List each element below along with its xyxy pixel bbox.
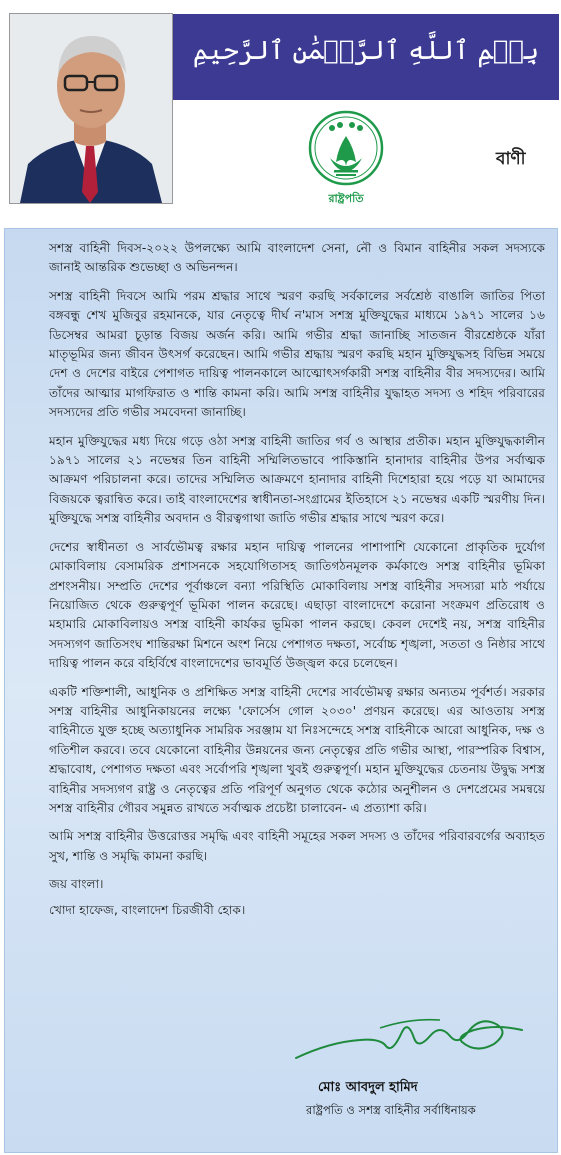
signatory-title: রাষ্ট্রপতি ও সশস্ত্র বাহিনীর সর্বাধিনায়ক [306,1103,476,1117]
message-paragraph: সশস্ত্র বাহিনী দিবসে আমি পরম শ্রদ্ধার সাথে স্মরণ করছি সর্বকালের সর্বশ্রেষ্ঠ বাঙালি জাতির পিতা বঙ্গবন্ধু শেখ মুজিবুর রহমানকে, যার নেতৃত্বে দীর্ঘ ন'মাস সশস্ত্র মুক্তিযুদ্ধের মাধ্যমে ১৯৭১ সালের ১৬ ডিসেম্বর আমরা চূড়ান্ত বিজয় অর্জন করি। আমি গভীর শ্রদ্ধা জানাচ্ছি সাতজন বীরশ্রেষ্ঠকে যাঁরা মাতৃভূমির জন্য জীবন উৎসর্গ করেছেন। আমি গভীর শ্রদ্ধায় স্মরণ করছি মহান মুক্তিযুদ্ধসহ বিভিন্ন সময়ে দেশ ও দেশের বাইরে পেশাগত দায়িত্ব পালনকালে আত্মোৎসর্গকারী সশস্ত্র বাহিনীর বীর সদস্যদের। আমি তাঁদের আত্মার মাগফিরাত ও শান্তি কামনা করি। আমি সশস্ত্র বাহিনীর যুদ্ধাহত সদস্য ও শহিদ পরিবারের সদস্যদের প্রতি গভীর সমবেদনা জানাচ্ছি। [49,288,546,420]
president-portrait [9,13,173,204]
basmala-banner [173,14,559,100]
message-paragraph: মহান মুক্তিযুদ্ধের মধ্য দিয়ে গড়ে ওঠা সশস্ত্র বাহিনী জাতির গর্ব ও আস্থার প্রতীক। মহান মুক্তিযুদ্ধকালীন ১৯৭১ সালের ২১ নভেম্বর তিন বাহিনী সম্মিলিতভাবে পাকিস্তানি হানাদার বাহিনীর উপর সর্বাত্মক আক্রমণ পরিচালনা করে। তাদের সম্মিলিত আক্রমণে হানাদার বাহিনী দিশেহারা হয়ে পড়ে যা আমাদের বিজয়কে ত্বরান্বিত করে। তাই বাংলাদেশের স্বাধীনতা-সংগ্রামের ইতিহাসে ২১ নভেম্বর একটি স্মরণীয় দিন। মুক্তিযুদ্ধে সশস্ত্র বাহিনীর অবদান ও বীরত্বগাথা জাতি গভীর শ্রদ্ধার সাথে স্মরণ করে। [49,433,545,526]
presidential-seal-icon [306,108,386,208]
portrait-image [10,14,172,203]
basmala-text: بِسۡمِ ٱللَّهِ ٱلرَّحۡمَٰنِ ٱلرَّحِيمِ [192,36,540,66]
message-heading: বাণী [496,149,526,169]
signature-image [290,1002,530,1070]
closing-line: জয় বাংলা। [49,877,104,892]
seal-caption: রাষ্ট্রপতি [328,192,364,205]
message-paragraph: একটি শক্তিশালী, আধুনিক ও প্রশিক্ষিত সশস্ত্র বাহিনী দেশের সার্বভৌমত্ব রক্ষার অন্যতম পূর্বশর্ত। সরকার সশস্ত্র বাহিনীর আধুনিকায়নের লক্ষ্যে 'ফোর্সেস গোল ২০৩০' প্রণয়ন করেছে। এর আওতায় সশস্ত্র বাহিনীতে যুক্ত হচ্ছে অত্যাধুনিক সামরিক সরঞ্জাম যা নিঃসন্দেহে সশস্ত্র বাহিনীকে আরো আধুনিক, দক্ষ ও গতিশীল করবে। তবে যেকোনো বাহিনীর উন্নয়নের জন্য নেতৃত্বের প্রতি গভীর আস্থা, পারস্পরিক বিশ্বাস, শ্রদ্ধাবোধ, পেশাগত দক্ষতা এবং সর্বোপরি শৃঙ্খলা খুবই গুরুত্বপূর্ণ। মহান মুক্তিযুদ্ধের চেতনায় উদ্বুদ্ধ সশস্ত্র বাহিনীর সদস্যগণ রাষ্ট্র ও নেতৃত্বের প্রতি পরিপূর্ণ অনুগত থেকে কঠোর অনুশীলন ও দেশপ্রেমের সমন্বয়ে সশস্ত্র বাহিনীর গৌরব সমুন্নত রাখতে সর্বাত্মক প্রচেষ্টা চালাবেন- এ প্রত্যাশা করি। [49,684,545,815]
message-paragraph: দেশের স্বাধীনতা ও সার্বভৌমত্ব রক্ষার মহান দায়িত্ব পালনের পাশাপাশি যেকোনো প্রাকৃতিক দুর্যোগ মোকাবিলায় বেসামরিক প্রশাসনকে সহযোগিতাসহ জাতিগঠনমূলক কর্মকাণ্ডে সশস্ত্র বাহিনীর ভূমিকা প্রশংসনীয়। সম্প্রতি দেশের পূর্বাঞ্চলে বন্যা পরিস্থিতি মোকাবিলায় সশস্ত্র বাহিনীর সদস্যরা মাঠ পর্যায়ে নিয়োজিত থেকে গুরুত্বপূর্ণ ভূমিকা পালন করেছে। এছাড়া বাংলাদেশে করোনা সংক্রমণ প্রতিরোধ ও মহামারি মোকাবিলায়ও সশস্ত্র বাহিনী কার্যকর ভূমিকা পালন করছে। কেবল দেশেই নয়, সশস্ত্র বাহিনীর সদস্যগণ জাতিসংঘ শান্তিরক্ষা মিশনে অংশ নিয়ে পেশাগত দক্ষতা, সর্বোচ্চ শৃঙ্খলা, সততা ও নিষ্ঠার সাথে দায়িত্ব পালন করে বহির্বিশ্বে বাংলাদেশের ভাবমূর্তি উজ্জ্বল করে চলেছেন। [49,539,545,671]
header [0,0,561,210]
signatory-name: মোঃ আবদুল হামিদ [318,1080,418,1095]
message-paragraph: আমি সশস্ত্র বাহিনীর উত্তরোত্তর সমৃদ্ধি এবং বাহিনী সমূহের সকল সদস্য ও তাঁদের পরিবারবর্গের অব্যাহত সুখ, শান্তি ও সমৃদ্ধি কামনা করছি। [49,829,545,863]
message-body [49,239,545,926]
closing-line: খোদা হাফেজ, বাংলাদেশ চিরজীবী হোক। [49,902,246,917]
message-paragraph: সশস্ত্র বাহিনী দিবস-২০২২ উপলক্ষ্যে আমি বাংলাদেশ সেনা, নৌ ও বিমান বাহিনীর সকল সদস্যকে জানাই আন্তরিক শুভেচ্ছা ও অভিনন্দন। [49,241,545,275]
